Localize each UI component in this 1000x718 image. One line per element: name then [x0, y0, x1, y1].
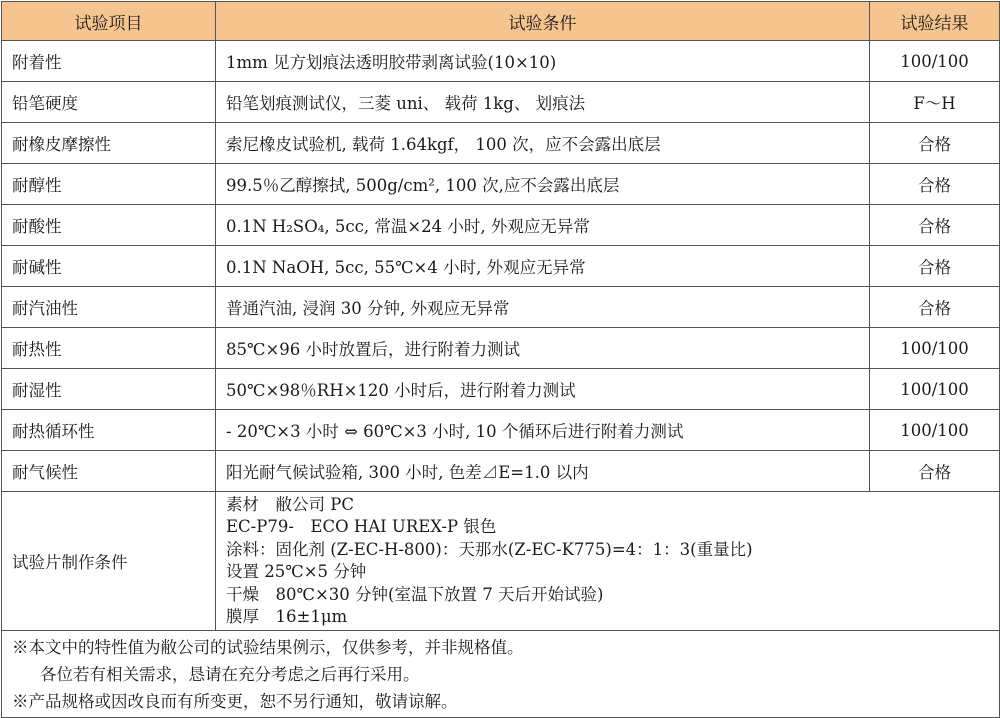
test-item: 耐酸性	[2, 205, 216, 246]
test-result: 100/100	[870, 410, 1000, 451]
header-condition: 试验条件	[216, 2, 870, 41]
preparation-label: 试验片制作条件	[2, 492, 216, 631]
test-result: 100/100	[870, 41, 1000, 82]
spec-table	[1, 1, 1000, 718]
test-result: 合格	[870, 205, 1000, 246]
test-result: 合格	[870, 287, 1000, 328]
table-row	[2, 82, 1000, 123]
test-result: 合格	[870, 246, 1000, 287]
header-result: 试验结果	[870, 2, 1000, 41]
header-item: 试验项目	[2, 2, 216, 41]
preparation-line: EC-P79- ECO HAI UREX-P 银色	[226, 517, 497, 536]
test-result: F～H	[870, 82, 1000, 123]
test-condition: 50℃×98％RH×120 小时后，进行附着力测试	[216, 369, 870, 410]
table-row	[2, 41, 1000, 82]
test-condition: 1mm 见方划痕法透明胶带剥离试验(10×10)	[216, 41, 870, 82]
table-row	[2, 246, 1000, 287]
test-item: 耐热性	[2, 328, 216, 369]
notes-row	[2, 631, 1000, 718]
test-item: 耐橡皮摩擦性	[2, 123, 216, 164]
test-item: 耐气候性	[2, 451, 216, 492]
footnotes	[2, 631, 1000, 718]
preparation-conditions	[216, 492, 1000, 631]
table-row	[2, 328, 1000, 369]
footnote: ※产品规格或因改良而有所变更，恕不另行通知，敬请谅解。	[12, 691, 458, 711]
test-item: 附着性	[2, 41, 216, 82]
test-condition: 0.1N H₂SO₄, 5cc, 常温×24 小时, 外观应无异常	[216, 205, 870, 246]
test-condition: 普通汽油, 浸润 30 分钟, 外观应无异常	[216, 287, 870, 328]
table-row	[2, 451, 1000, 492]
test-result: 合格	[870, 123, 1000, 164]
header-row	[2, 2, 1000, 41]
test-result: 合格	[870, 164, 1000, 205]
test-item: 耐醇性	[2, 164, 216, 205]
test-condition: 99.5％乙醇擦拭, 500g/cm², 100 次,应不会露出底层	[216, 164, 870, 205]
table-row	[2, 410, 1000, 451]
test-result: 合格	[870, 451, 1000, 492]
footnote: 各位若有相关需求，恳请在充分考虑之后再行采用。	[40, 664, 420, 684]
footnote: ※本文中的特性值为敝公司的试验结果例示，仅供参考，并非规格值。	[12, 637, 524, 657]
test-condition: 85℃×96 小时放置后，进行附着力测试	[216, 328, 870, 369]
preparation-line: 膜厚 16±1μm	[226, 607, 348, 626]
test-condition: 阳光耐气候试验箱, 300 小时, 色差⊿E=1.0 以内	[216, 451, 870, 492]
test-item: 耐湿性	[2, 369, 216, 410]
test-condition: - 20℃×3 小时 ⇔ 60℃×3 小时, 10 个循环后进行附着力测试	[216, 410, 870, 451]
test-condition: 索尼橡皮试验机, 载荷 1.64kgf， 100 次，应不会露出底层	[216, 123, 870, 164]
preparation-line: 素材 敝公司 PC	[226, 494, 354, 514]
table-row	[2, 123, 1000, 164]
preparation-line: 涂料：固化剂 (Z-EC-H-800)：天那水(Z-EC-K775)=4：1：3(重量比)	[226, 539, 753, 559]
test-result: 100/100	[870, 369, 1000, 410]
preparation-line: 设置 25℃×5 分钟	[226, 562, 367, 581]
table-row	[2, 205, 1000, 246]
test-result: 100/100	[870, 328, 1000, 369]
test-item: 耐碱性	[2, 246, 216, 287]
test-item: 铅笔硬度	[2, 82, 216, 123]
test-condition: 铅笔划痕测试仪，三菱 uni、 载荷 1kg、 划痕法	[216, 82, 870, 123]
preparation-row	[2, 492, 1000, 631]
table-row	[2, 287, 1000, 328]
test-item: 耐汽油性	[2, 287, 216, 328]
table-row	[2, 369, 1000, 410]
table-row	[2, 164, 1000, 205]
test-condition: 0.1N NaOH, 5cc, 55℃×4 小时, 外观应无异常	[216, 246, 870, 287]
preparation-line: 干燥 80℃×30 分钟(室温下放置 7 天后开始试验)	[226, 584, 604, 604]
test-item: 耐热循环性	[2, 410, 216, 451]
